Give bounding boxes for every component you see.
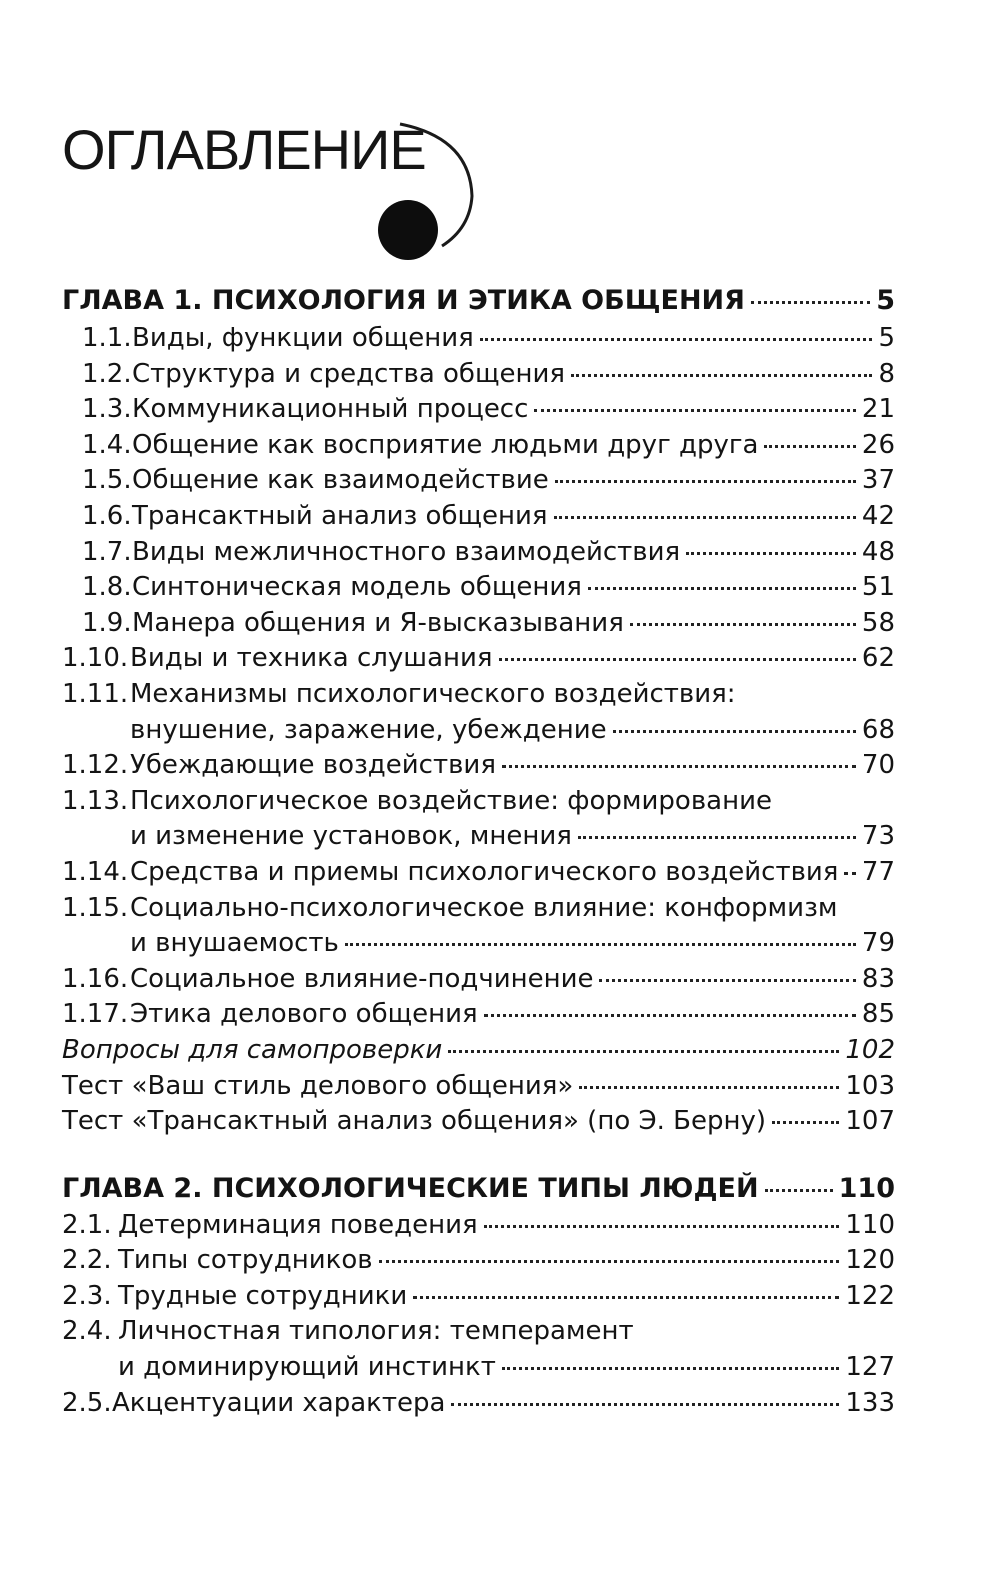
- dot-leader: [499, 658, 856, 661]
- entry-number: 1.13.: [62, 785, 129, 816]
- toc-entry[interactable]: [130, 927, 895, 959]
- toc-entry[interactable]: [62, 998, 895, 1030]
- entry-number: 1.6.: [82, 501, 132, 531]
- toc-entry[interactable]: [118, 1351, 895, 1383]
- page-number: 85: [861, 999, 895, 1030]
- entry-title: Личностная типология: темперамент: [118, 1316, 634, 1347]
- dot-leader: [555, 480, 856, 483]
- entry-number: 1.16.: [62, 963, 129, 994]
- entry-number: 1.3.: [82, 394, 132, 425]
- page-number: 8: [878, 358, 895, 389]
- page-number: 37: [861, 465, 895, 496]
- entry-title: Вопросы для самопроверки: [62, 1035, 443, 1065]
- toc-entry-first-line: [62, 785, 772, 817]
- dot-leader: [502, 1367, 839, 1370]
- page-number: 68: [861, 714, 895, 745]
- page-number: 110: [845, 1209, 895, 1240]
- entry-number: 1.7.: [82, 536, 132, 567]
- toc-entry[interactable]: [62, 1209, 895, 1241]
- entry-number: 2.5.: [62, 1387, 112, 1418]
- entry-number: 1.11.: [62, 679, 129, 709]
- dot-leader: [630, 623, 856, 626]
- page-number: 102: [845, 1035, 895, 1065]
- toc-entry[interactable]: [62, 749, 895, 781]
- chapter-heading[interactable]: [62, 1173, 895, 1205]
- dot-leader: [451, 1403, 839, 1406]
- entry-title: Тест «Ваш стиль делового общения»: [62, 1070, 574, 1101]
- page-title: ОГЛАВЛЕНИЕ: [62, 118, 426, 181]
- dot-leader: [613, 730, 856, 733]
- entry-number: 1.8.: [82, 572, 132, 603]
- entry-number: 1.1.: [82, 323, 132, 353]
- page-number: 120: [845, 1245, 895, 1276]
- toc-entry[interactable]: [130, 714, 895, 746]
- entry-title: внушение, заражение, убеждение: [130, 714, 607, 745]
- entry-title: и доминирующий инстинкт: [118, 1352, 496, 1382]
- toc-entry[interactable]: [82, 322, 895, 354]
- entry-number: 1.9.: [82, 607, 132, 638]
- entry-title: и внушаемость: [130, 928, 339, 959]
- entry-number: 1.12.: [62, 750, 129, 781]
- page-number: 5: [878, 323, 895, 353]
- page-number: 48: [861, 536, 895, 567]
- entry-title: Виды и техника слушания: [130, 643, 493, 674]
- page-number: 122: [845, 1280, 895, 1311]
- entry-title: Механизмы психологического воздействия:: [130, 679, 736, 709]
- dot-leader: [484, 1225, 840, 1228]
- page-number: 107: [845, 1106, 895, 1137]
- entry-title: Тест «Трансактный анализ общения» (по Э. Берну): [62, 1106, 767, 1137]
- dot-leader: [599, 979, 855, 982]
- dot-leader: [484, 1014, 856, 1017]
- dot-leader: [772, 1121, 839, 1124]
- entry-title: Структура и средства общения: [132, 358, 565, 389]
- toc-entry[interactable]: [130, 820, 895, 852]
- toc-entry[interactable]: [82, 429, 895, 461]
- toc-entry[interactable]: [62, 1070, 895, 1102]
- entry-title: Коммуникационный процесс: [132, 394, 529, 425]
- page-number: 70: [861, 750, 895, 781]
- dot-leader: [502, 765, 856, 768]
- dot-leader: [379, 1260, 840, 1263]
- dot-leader: [534, 409, 856, 412]
- toc-entry[interactable]: [82, 536, 895, 568]
- entry-title: Виды, функции общения: [132, 323, 474, 353]
- page-number: 127: [845, 1352, 895, 1382]
- page-number: 103: [845, 1070, 895, 1101]
- page-number: 5: [876, 285, 895, 316]
- entry-title: Социально-психологическое влияние: конформизм: [130, 892, 838, 923]
- dot-leader: [413, 1296, 839, 1299]
- entry-title: Виды межличностного взаимодействия: [132, 536, 681, 567]
- entry-title: ГЛАВА 2. ПСИХОЛОГИЧЕСКИЕ ТИПЫ ЛЮДЕЙ: [62, 1173, 759, 1204]
- dot-leader: [448, 1050, 839, 1053]
- dot-leader: [571, 374, 872, 377]
- entry-title: Трудные сотрудники: [118, 1280, 408, 1311]
- entry-number: 1.4.: [82, 429, 132, 460]
- entry-title: Социальное влияние-подчинение: [130, 963, 594, 994]
- page-number: 110: [838, 1173, 895, 1204]
- toc-entry[interactable]: [82, 607, 895, 639]
- dot-leader: [686, 552, 856, 555]
- toc-entry[interactable]: [82, 358, 895, 390]
- dot-leader: [764, 445, 855, 448]
- entry-number: 2.1.: [62, 1209, 112, 1240]
- dot-leader: [345, 943, 856, 946]
- entry-title: Детерминация поведения: [118, 1209, 478, 1240]
- entry-number: 1.2.: [82, 358, 132, 389]
- decorative-arc-icon: [370, 118, 480, 268]
- toc-entry[interactable]: [62, 856, 895, 888]
- page-number: 26: [861, 429, 895, 460]
- entry-title: Синтоническая модель общения: [132, 572, 582, 603]
- entry-title: Акцентуации характера: [112, 1387, 446, 1418]
- entry-number: 1.15.: [62, 892, 129, 923]
- entry-title: Манера общения и Я-высказывания: [132, 607, 624, 638]
- entry-title: Общение как восприятие людьми друг друга: [132, 429, 759, 460]
- entry-number: 1.17.: [62, 999, 129, 1030]
- toc-entry[interactable]: [62, 963, 895, 995]
- toc-entry[interactable]: [82, 500, 895, 532]
- entry-title: Типы сотрудников: [118, 1245, 373, 1276]
- toc-entry-first-line: [62, 678, 736, 710]
- page-number: 83: [861, 963, 895, 994]
- entry-title: и изменение установок, мнения: [130, 821, 572, 852]
- toc-entry[interactable]: [62, 642, 895, 674]
- entry-number: 2.3.: [62, 1280, 112, 1311]
- entry-number: 2.4.: [62, 1316, 112, 1347]
- entry-number: 1.10.: [62, 643, 129, 674]
- entry-title: Психологическое воздействие: формирование: [130, 785, 772, 816]
- toc-entry[interactable]: [62, 1034, 895, 1066]
- dot-leader: [765, 1189, 833, 1192]
- dot-leader: [578, 836, 856, 839]
- entry-title: Этика делового общения: [130, 999, 478, 1030]
- toc-entry-first-line: [62, 1315, 634, 1347]
- toc-entry[interactable]: [62, 1244, 895, 1276]
- entry-title: ГЛАВА 1. ПСИХОЛОГИЯ И ЭТИКА ОБЩЕНИЯ: [62, 285, 745, 316]
- page-number: 62: [861, 643, 895, 674]
- page-number: 58: [861, 607, 895, 638]
- entry-title: Средства и приемы психологического воздействия: [130, 857, 839, 887]
- entry-title: Трансактный анализ общения: [132, 501, 548, 531]
- toc-entry[interactable]: [62, 1105, 895, 1137]
- dot-leader: [579, 1086, 839, 1089]
- page-number: 77: [861, 857, 895, 887]
- dot-leader: [588, 587, 856, 590]
- page-number: 79: [861, 928, 895, 959]
- toc-entry[interactable]: [82, 571, 895, 603]
- toc-entry-first-line: [62, 892, 838, 924]
- entry-number: 1.14.: [62, 857, 129, 887]
- entry-number: 1.5.: [82, 465, 132, 496]
- page-number: 133: [845, 1387, 895, 1418]
- page-number: 42: [861, 501, 895, 531]
- entry-number: 2.2.: [62, 1245, 112, 1276]
- page-number: 21: [861, 394, 895, 425]
- entry-title: Убеждающие воздействия: [130, 750, 496, 781]
- toc-entry[interactable]: [62, 1387, 895, 1419]
- chapter-heading[interactable]: [62, 285, 895, 317]
- dot-leader: [751, 301, 870, 304]
- toc-entry[interactable]: [82, 464, 895, 496]
- entry-title: Общение как взаимодействие: [132, 465, 549, 496]
- toc-entry[interactable]: [82, 393, 895, 425]
- page-number: 51: [861, 572, 895, 603]
- dot-leader: [844, 872, 855, 875]
- dot-leader: [480, 338, 873, 341]
- dot-leader: [554, 516, 856, 519]
- toc-entry[interactable]: [62, 1280, 895, 1312]
- page-number: 73: [861, 821, 895, 852]
